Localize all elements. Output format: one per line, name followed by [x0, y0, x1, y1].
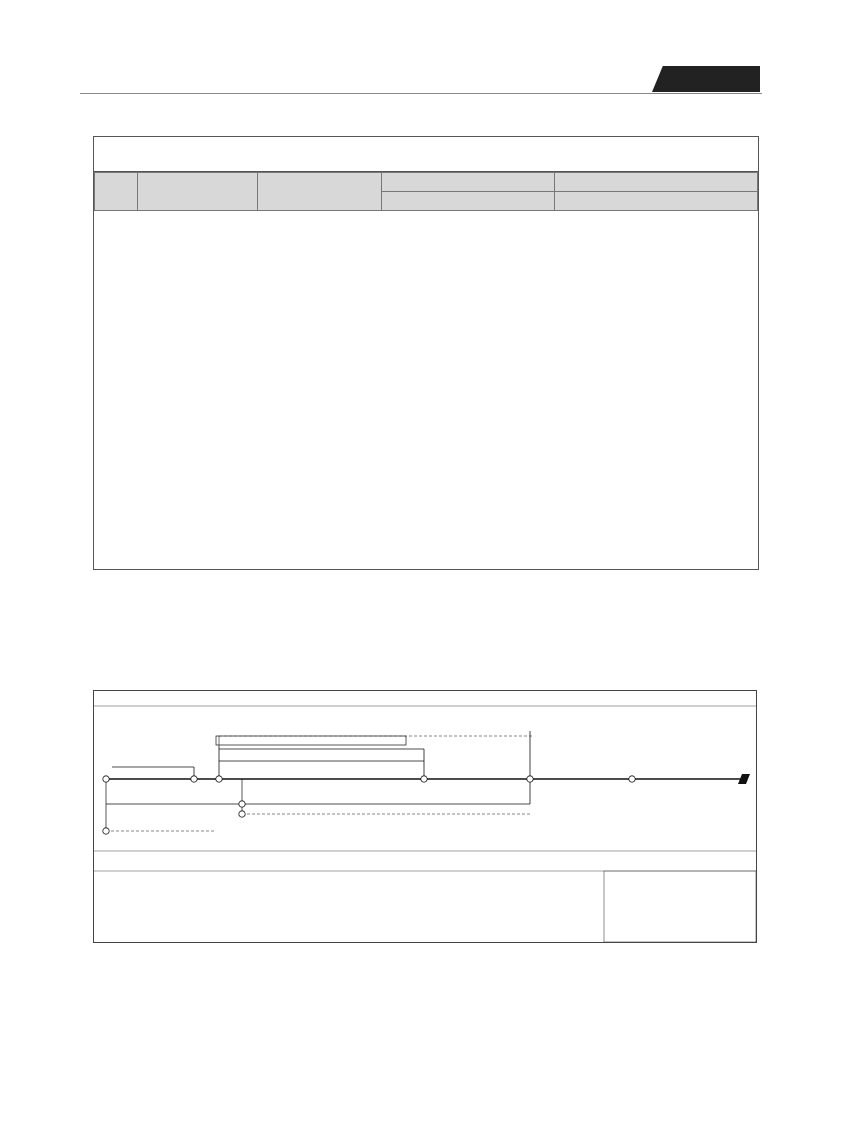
header-rule [80, 93, 762, 94]
col-header-content [258, 173, 382, 211]
col-header-no [95, 173, 138, 211]
col-subheader-main [382, 192, 554, 211]
header-badge [652, 66, 760, 92]
network-diagram [93, 690, 757, 943]
interface-table [93, 136, 759, 570]
table-title [94, 137, 758, 172]
col-subheader-fine [554, 192, 757, 211]
col-header-main [382, 173, 554, 192]
col-header-fine [554, 173, 757, 192]
table-grid [94, 172, 758, 211]
col-header-area [138, 173, 258, 211]
